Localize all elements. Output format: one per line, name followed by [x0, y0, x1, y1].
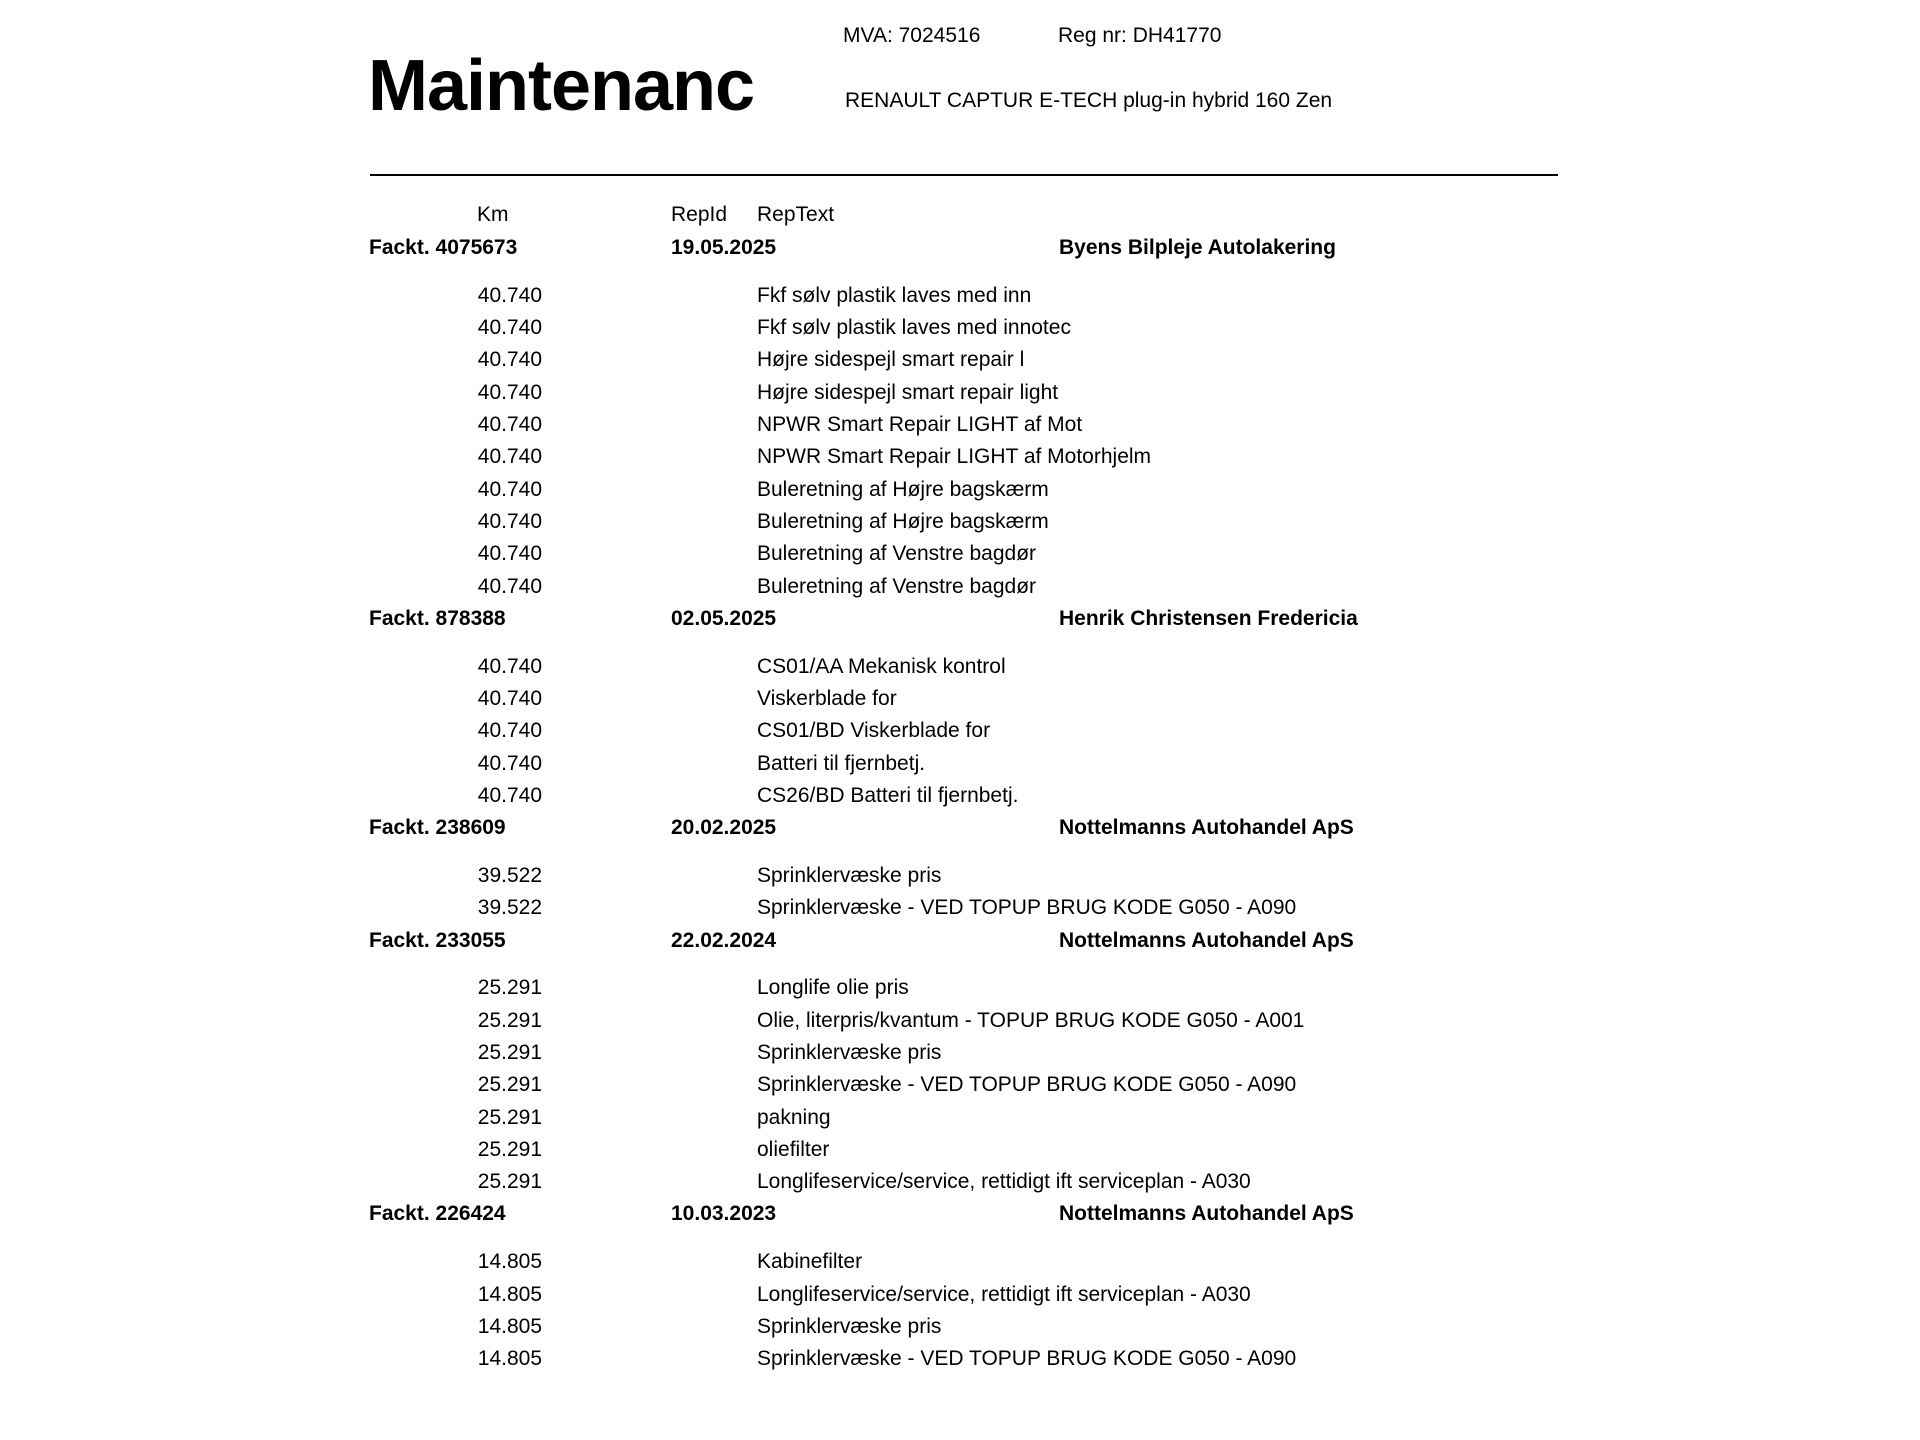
- km-value: 40.740: [477, 283, 542, 307]
- invoice-number: Fackt. 4075673: [369, 236, 518, 259]
- repair-text: Sprinklervæske - VED TOPUP BRUG KODE G050 - A090: [757, 1073, 1297, 1097]
- invoice-date: 19.05.2025: [671, 236, 777, 259]
- km-value: 40.740: [477, 445, 542, 469]
- repair-line-row: [0, 1006, 1920, 1036]
- repair-text: CS01/BD Viskerblade for: [757, 719, 991, 743]
- km-value: 40.740: [477, 574, 542, 598]
- repair-line-row: [0, 1344, 1920, 1374]
- km-value: 14.805: [477, 1314, 542, 1338]
- km-value: 40.740: [477, 542, 542, 566]
- repair-line-row: [0, 378, 1920, 408]
- vehicle-model: RENAULT CAPTUR E-TECH plug-in hybrid 160 Zen: [845, 89, 1333, 112]
- column-header-km: Km: [477, 203, 509, 226]
- repair-text: Fkf sølv plastik laves med innotec: [757, 316, 1071, 340]
- repair-line-row: [0, 410, 1920, 440]
- invoice-date: 02.05.2025: [671, 606, 777, 630]
- invoice-number: Fackt. 238609: [369, 816, 506, 840]
- repair-line-row: [0, 572, 1920, 602]
- km-value: 39.522: [477, 863, 542, 887]
- repair-line-row: [0, 973, 1920, 1003]
- km-value: 40.740: [477, 686, 542, 710]
- repair-line-row: [0, 1167, 1920, 1197]
- workshop-name: Nottelmanns Autohandel ApS: [1059, 1202, 1354, 1226]
- km-value: 25.291: [477, 1073, 542, 1097]
- repair-line-row: [0, 442, 1920, 472]
- repair-line-row: [0, 1070, 1920, 1100]
- repair-text: Longlifeservice/service, rettidigt ift serviceplan - A030: [757, 1170, 1251, 1194]
- column-header-row: [0, 200, 1920, 230]
- invoice-date: 20.02.2025: [671, 816, 777, 840]
- repair-text: Viskerblade for: [757, 686, 897, 710]
- page-title: Maintenanc: [368, 46, 755, 126]
- invoice-date: 10.03.2023: [671, 1202, 777, 1226]
- repair-line-row: [0, 1135, 1920, 1165]
- repair-text: Sprinklervæske - VED TOPUP BRUG KODE G050 - A090: [757, 896, 1297, 920]
- km-value: 25.291: [477, 1040, 542, 1064]
- repair-text: oliefilter: [757, 1137, 830, 1161]
- repair-text: CS01/AA Mekanisk kontrol: [757, 654, 1006, 678]
- invoice-number: Fackt. 878388: [369, 606, 506, 630]
- repair-text: Longlifeservice/service, rettidigt ift serviceplan - A030: [757, 1282, 1251, 1306]
- km-value: 14.805: [477, 1347, 542, 1371]
- repair-line-row: [0, 749, 1920, 779]
- workshop-name: Byens Bilpleje Autolakering: [1059, 236, 1336, 259]
- km-value: 40.740: [477, 348, 542, 372]
- repair-line-row: [0, 684, 1920, 714]
- repair-line-row: [0, 893, 1920, 923]
- repair-text: Sprinklervæske - VED TOPUP BRUG KODE G050 - A090: [757, 1347, 1297, 1371]
- column-header-repid: RepId: [671, 203, 728, 226]
- repair-text: NPWR Smart Repair LIGHT af Motorhjelm: [757, 445, 1152, 469]
- repair-text: CS26/BD Batteri til fjernbetj.: [757, 783, 1019, 807]
- repair-line-row: [0, 1038, 1920, 1068]
- repair-line-row: [0, 281, 1920, 311]
- invoice-header-row: [0, 813, 1920, 843]
- repair-line-row: [0, 345, 1920, 375]
- km-value: 25.291: [477, 1170, 542, 1194]
- km-value: 25.291: [477, 1008, 542, 1032]
- repair-line-row: [0, 1312, 1920, 1342]
- repair-text: Fkf sølv plastik laves med inn: [757, 283, 1032, 307]
- repair-line-row: [0, 861, 1920, 891]
- repair-text: Olie, literpris/kvantum - TOPUP BRUG KODE G050 - A001: [757, 1008, 1305, 1032]
- km-value: 14.805: [477, 1250, 542, 1274]
- km-value: 25.291: [477, 976, 542, 1000]
- repair-text: Buleretning af Højre bagskærm: [757, 477, 1049, 501]
- workshop-name: Henrik Christensen Fredericia: [1059, 606, 1358, 630]
- km-value: 40.740: [477, 654, 542, 678]
- repair-text: Sprinklervæske pris: [757, 863, 942, 887]
- invoice-header-row: [0, 926, 1920, 956]
- workshop-name: Nottelmanns Autohandel ApS: [1059, 928, 1354, 952]
- repair-line-row: [0, 652, 1920, 682]
- repair-line-row: [0, 781, 1920, 811]
- invoice-date: 22.02.2024: [671, 928, 777, 952]
- repair-line-row: [0, 313, 1920, 343]
- km-value: 40.740: [477, 751, 542, 775]
- repair-text: Sprinklervæske pris: [757, 1314, 942, 1338]
- km-value: 40.740: [477, 477, 542, 501]
- km-value: 40.740: [477, 316, 542, 340]
- repair-line-row: [0, 716, 1920, 746]
- repair-text: Buleretning af Venstre bagdør: [757, 542, 1037, 566]
- repair-line-row: [0, 507, 1920, 537]
- repair-text: Kabinefilter: [757, 1250, 863, 1274]
- km-value: 39.522: [477, 896, 542, 920]
- km-value: 14.805: [477, 1282, 542, 1306]
- km-value: 40.740: [477, 783, 542, 807]
- repair-text: Buleretning af Venstre bagdør: [757, 574, 1037, 598]
- invoice-header-row: [0, 604, 1920, 634]
- repair-text: Sprinklervæske pris: [757, 1040, 942, 1064]
- km-value: 25.291: [477, 1137, 542, 1161]
- repair-line-row: [0, 1247, 1920, 1277]
- workshop-name: Nottelmanns Autohandel ApS: [1059, 816, 1354, 840]
- mva-number: MVA: 7024516: [843, 24, 981, 47]
- invoice-number: Fackt. 226424: [369, 1202, 506, 1226]
- repair-text: Longlife olie pris: [757, 976, 909, 1000]
- registration-number: Reg nr: DH41770: [1058, 24, 1222, 47]
- repair-line-row: [0, 539, 1920, 569]
- repair-text: Højre sidespejl smart repair light: [757, 380, 1059, 404]
- column-header-reptext: RepText: [757, 203, 835, 226]
- repair-text: pakning: [757, 1105, 831, 1129]
- repair-text: Højre sidespejl smart repair l: [757, 348, 1025, 372]
- repair-text: NPWR Smart Repair LIGHT af Mot: [757, 413, 1083, 436]
- repair-text: Batteri til fjernbetj.: [757, 751, 926, 775]
- repair-line-row: [0, 1103, 1920, 1133]
- invoice-number: Fackt. 233055: [369, 928, 506, 952]
- km-value: 40.740: [477, 380, 542, 404]
- repair-text: Buleretning af Højre bagskærm: [757, 509, 1049, 533]
- header-divider: [370, 174, 1558, 176]
- invoice-header-row: [0, 1199, 1920, 1229]
- km-value: 25.291: [477, 1105, 542, 1129]
- km-value: 40.740: [477, 719, 542, 743]
- km-value: 40.740: [477, 413, 542, 436]
- km-value: 40.740: [477, 509, 542, 533]
- invoice-header-row: [0, 233, 1920, 263]
- repair-line-row: [0, 475, 1920, 505]
- repair-line-row: [0, 1280, 1920, 1310]
